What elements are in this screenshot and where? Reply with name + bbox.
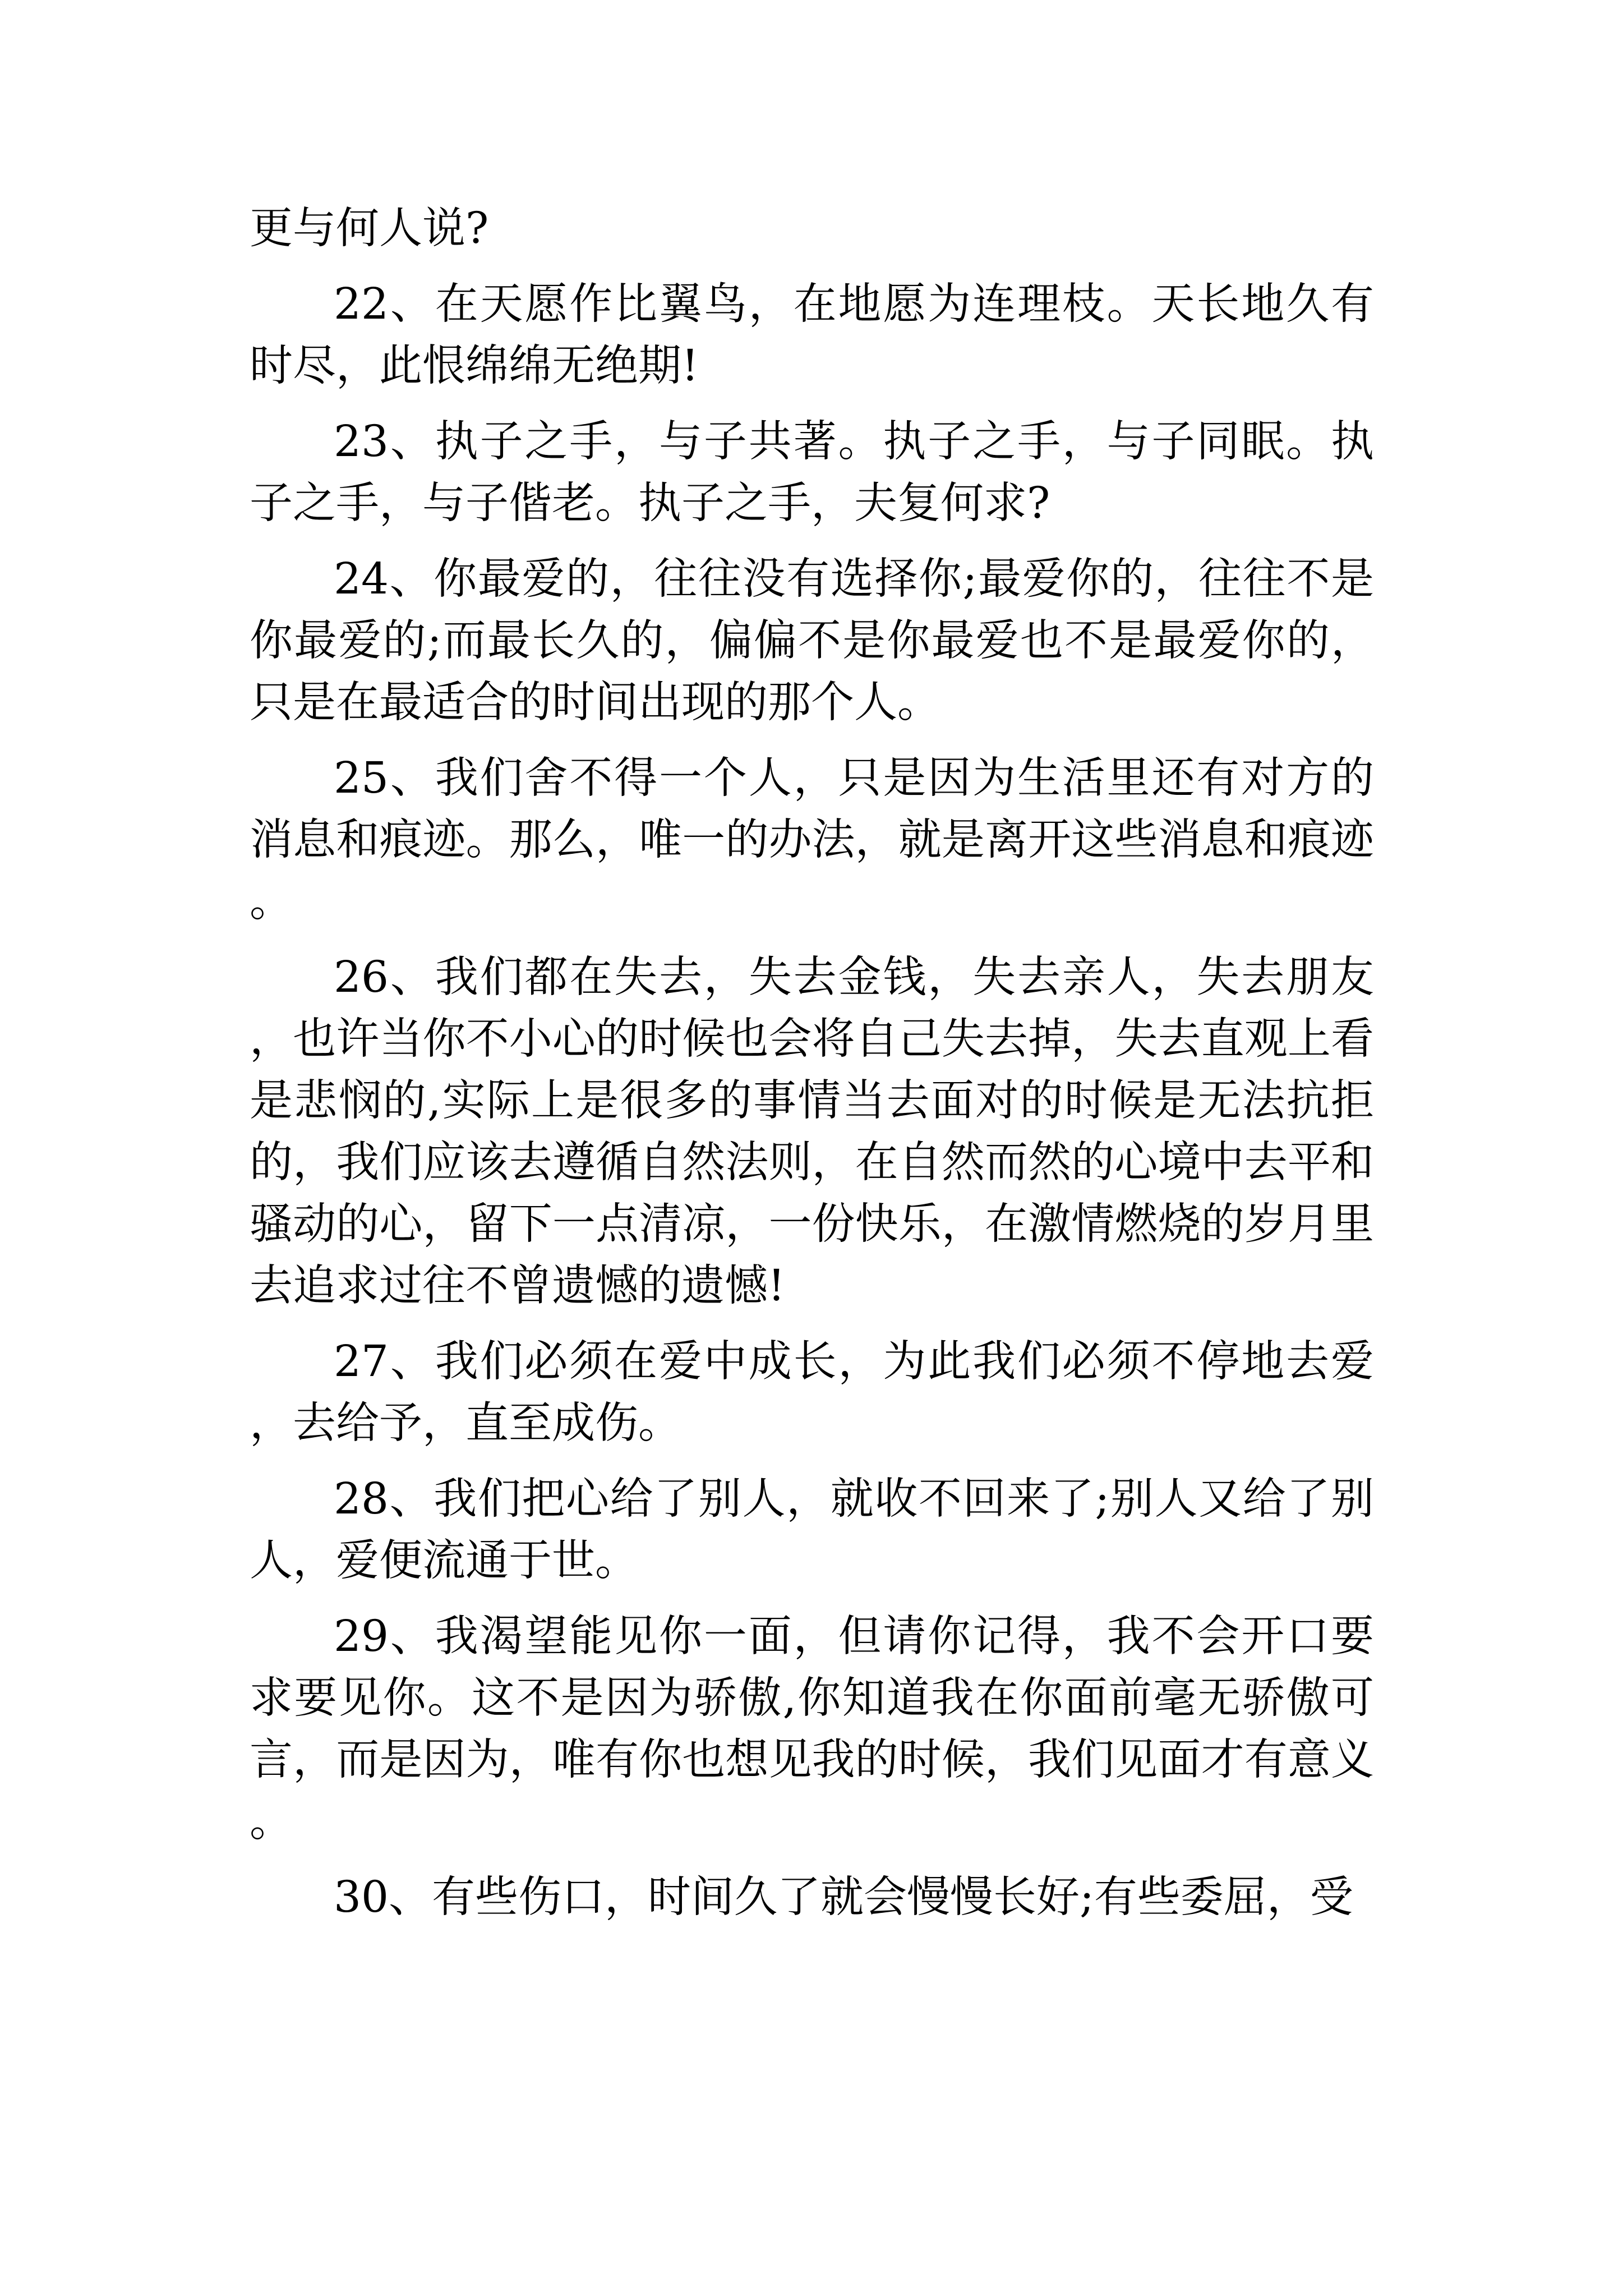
paragraph-23: 23、执子之手，与子共著。执子之手，与子同眠。执子之手，与子偕老。执子之手，夫复何求? — [250, 417, 1374, 528]
paragraph-30: 30、有些伤口，时间久了就会慢慢长好;有些委屈，受 — [334, 1872, 1353, 1922]
paragraph-27: 27、我们必须在爱中成长，为此我们必须不停地去爱，去给予，直至成伤。 — [250, 1337, 1374, 1448]
paragraph-29: 29、我渴望能见你一面，但请你记得，我不会开口要求要见你。这不是因为骄傲,你知道我在你面前毫无骄傲可言，而是因为，唯有你也想见我的时候，我们见面才有意义。 — [250, 1612, 1374, 1847]
paragraph-21-continuation: 更与何人说? — [250, 204, 489, 254]
paragraph-26: 26、我们都在失去，失去金钱，失去亲人，失去朋友，也许当你不小心的时候也会将自己失去掉，失去直观上看是悲悯的,实际上是很多的事情当去面对的时候是无法抗拒的，我们应该去遵循自然法则，在自然而然的心境中去平和骚动的心，留下一点清凉，一份快乐，在激情燃烧的岁月里去追求过往不曾遗憾的遗憾! — [250, 953, 1374, 1311]
paragraph-25: 25、我们舍不得一个人，只是因为生活里还有对方的消息和痕迹。那么，唯一的办法，就是离开这些消息和痕迹。 — [250, 753, 1374, 927]
body-text — [250, 198, 1374, 1943]
paragraph-28: 28、我们把心给了别人，就收不回来了;别人又给了别人，爱便流通于世。 — [250, 1474, 1374, 1586]
paragraph-22: 22、在天愿作比翼鸟，在地愿为连理枝。天长地久有时尽，此恨绵绵无绝期! — [250, 279, 1374, 391]
paragraph-24: 24、你最爱的，往往没有选择你;最爱你的，往往不是你最爱的;而最长久的，偏偏不是你最爱也不是最爱你的，只是在最适合的时间出现的那个人。 — [250, 554, 1374, 728]
